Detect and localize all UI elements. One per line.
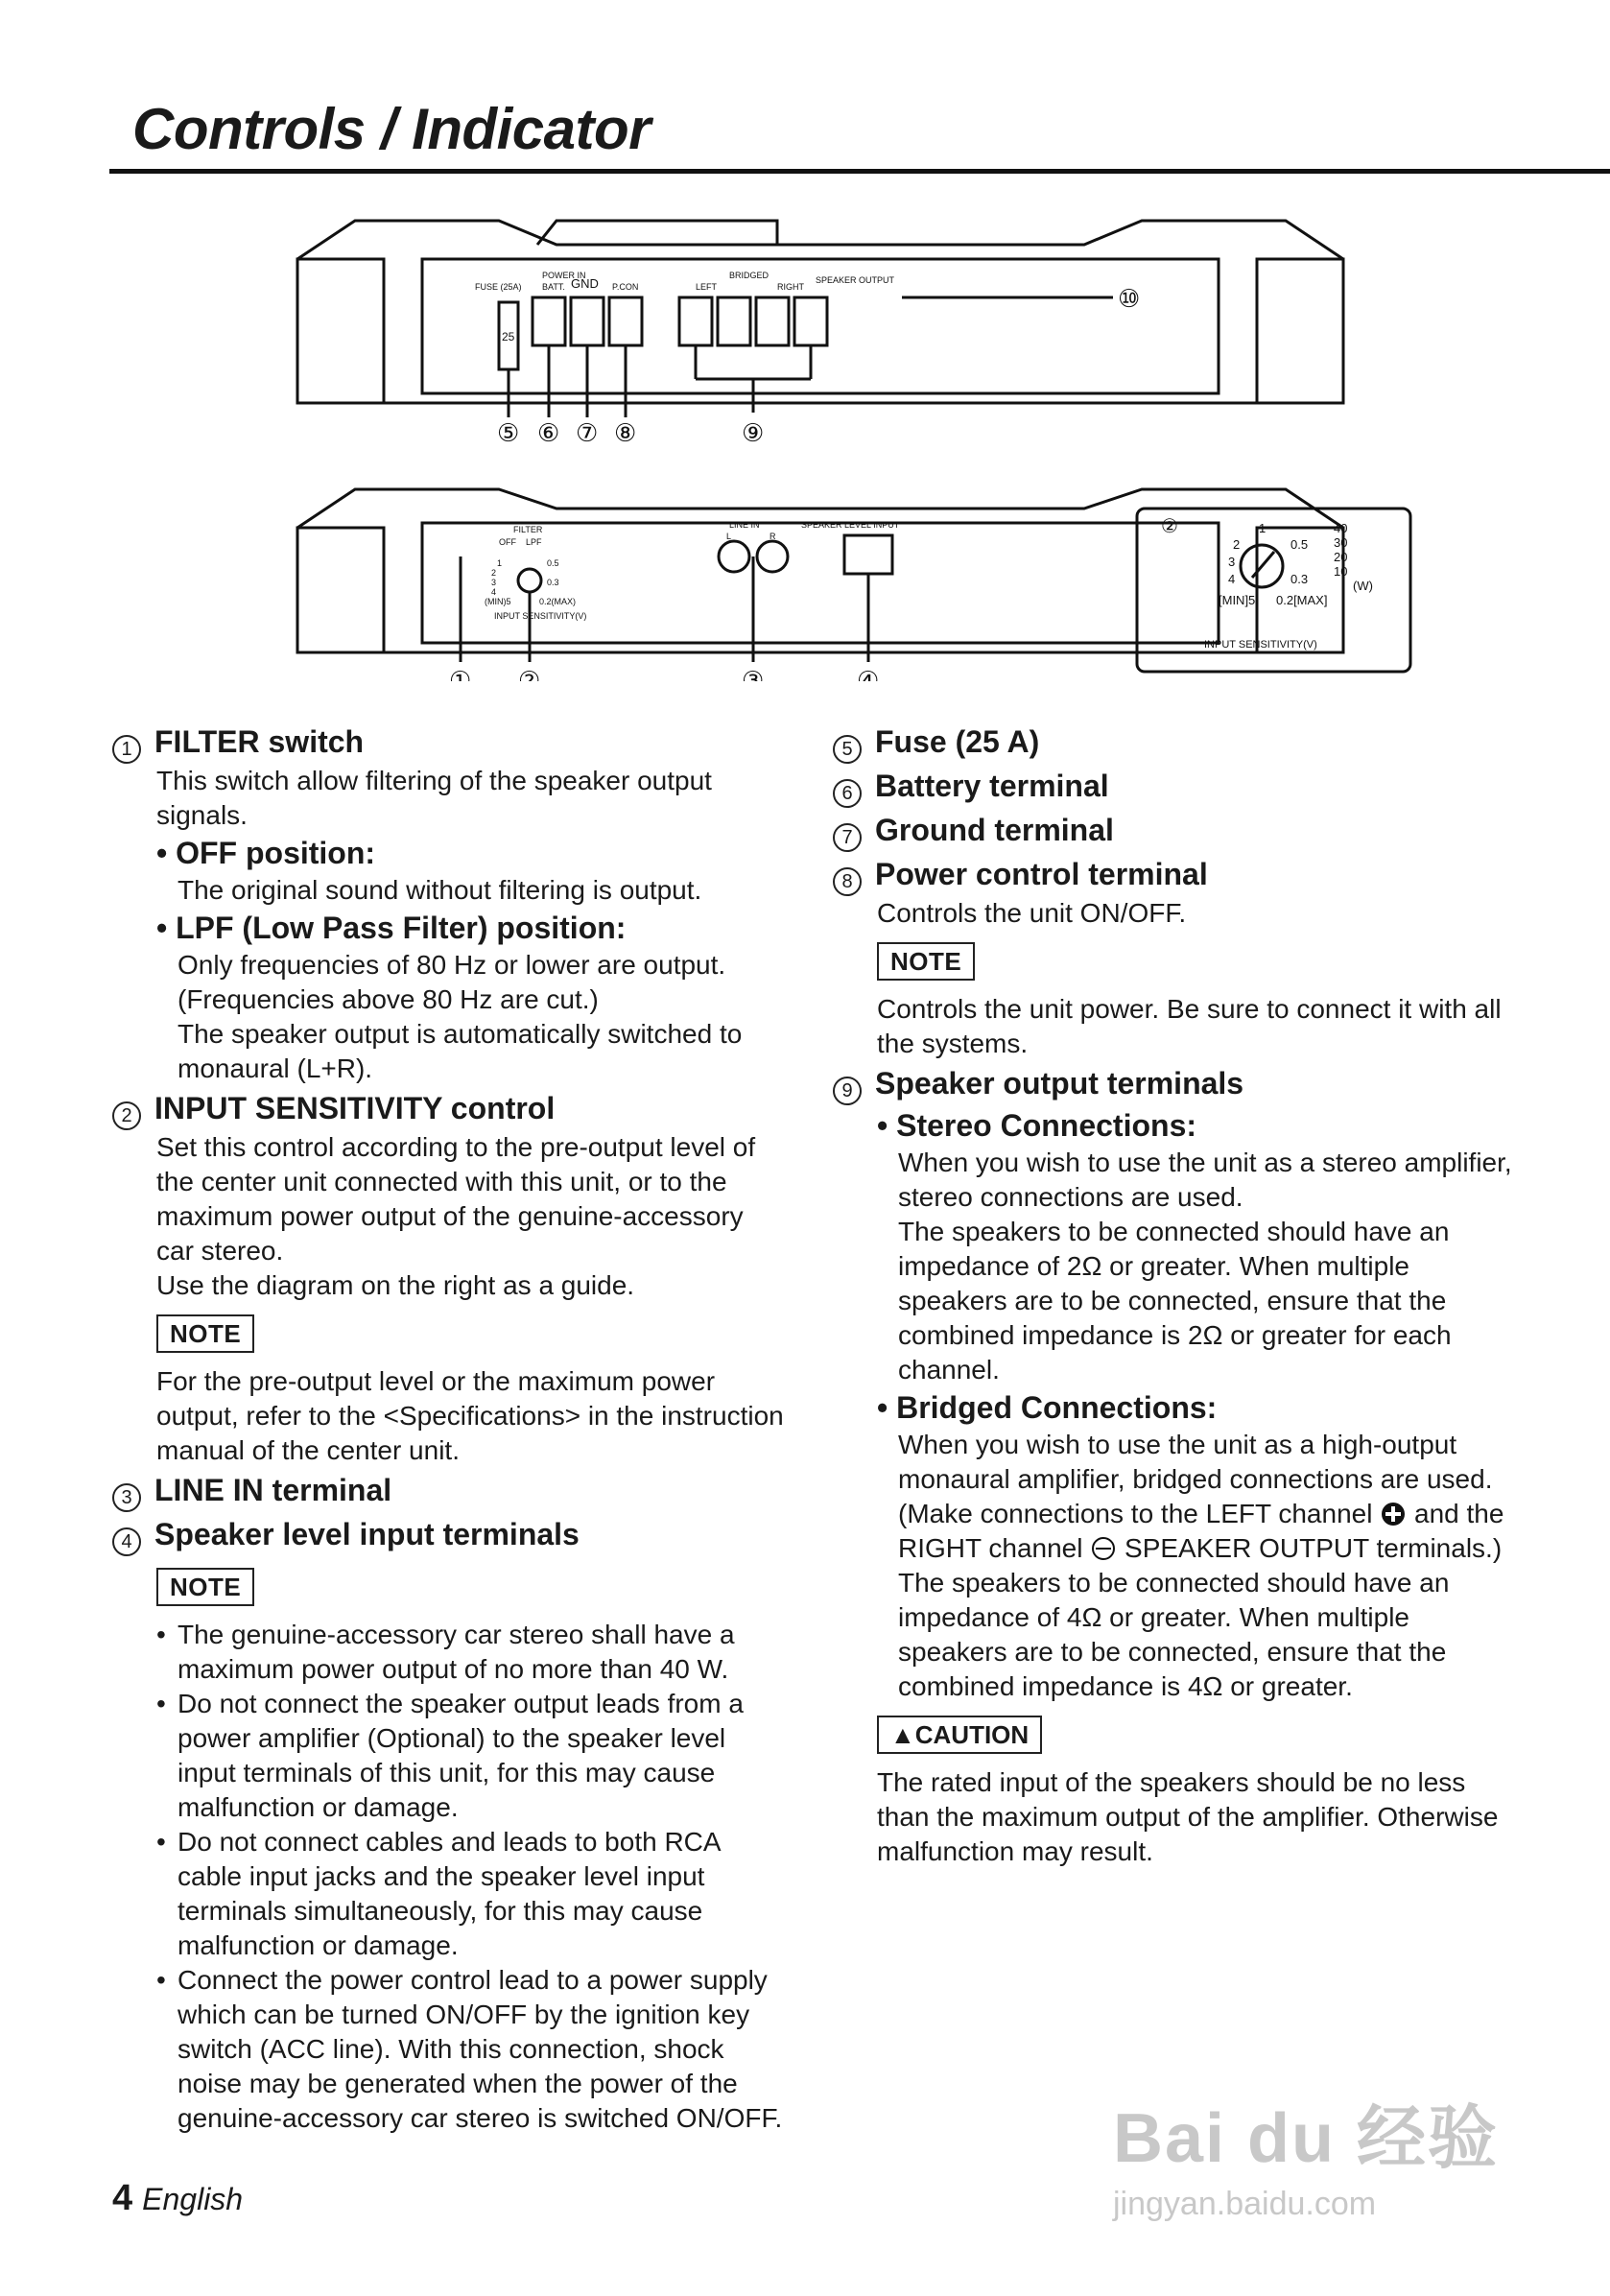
dial-mark-1: 1 (497, 558, 503, 568)
stereo-connections-title: • Stereo Connections: (877, 1108, 1197, 1143)
speaker-level-input-label: SPEAKER LEVEL INPUT (801, 520, 900, 530)
item-number: 2 (112, 1101, 141, 1130)
inset-mark-max: 0.2[MAX] (1276, 593, 1328, 607)
minus-circle-icon (1090, 1535, 1117, 1562)
power-in-label: POWER IN (542, 271, 586, 280)
dial-mark-03: 0.3 (547, 578, 559, 587)
item-line-in (112, 1468, 784, 1512)
lpf-desc-1: Only frequencies of 80 Hz or lower are output. (178, 950, 726, 980)
inset-mark-3: 3 (1228, 555, 1236, 569)
note-item: • Do not connect cables and leads to both RCA cable input jacks and the speaker level input terminals simultaneously, for this may cause malfunction or damage. (156, 1825, 784, 1963)
watermark-url: jingyan.baidu.com (1113, 2186, 1377, 2222)
top-unit-left-block (297, 259, 384, 403)
item-filter-switch (112, 720, 784, 764)
item-number: 4 (112, 1527, 141, 1556)
item-battery-terminal (833, 764, 1524, 808)
spk-terminal-4 (794, 297, 827, 345)
bottom-unit-left-block (297, 528, 384, 652)
bridged-desc-1a: When you wish to use the unit as a high-output monaural amplifier, bridged connections are used. (Make connections to the LEFT channel (898, 1430, 1493, 1528)
item-number: 6 (833, 779, 862, 808)
bridged-desc-1c: SPEAKER OUTPUT terminals.) (1125, 1533, 1503, 1563)
dial-mark-min: (MIN)5 (485, 597, 511, 606)
callout-4: ④ (857, 666, 880, 681)
callout-7: ⑦ (576, 418, 599, 447)
callout-10: ⑩ (1118, 284, 1141, 313)
dial-mark-2: 2 (491, 568, 497, 578)
lpf-desc-3: The speaker output is automatically switched to monaural (L+R). (178, 1019, 743, 1083)
bridged-desc-1 (833, 1428, 1524, 1566)
inset-mark-4: 4 (1228, 572, 1236, 586)
caution-label: ▲CAUTION (877, 1716, 1042, 1754)
item-title: Ground terminal (875, 813, 1114, 847)
off-label: OFF (499, 537, 516, 547)
pcon-terminal (609, 297, 642, 345)
amplifier-diagram (278, 201, 1430, 681)
warning-icon: ▲ (890, 1720, 915, 1749)
dial-mark-3: 3 (491, 578, 497, 587)
power-control-desc: Controls the unit ON/OFF. (877, 898, 1187, 928)
item-number: 7 (833, 823, 862, 852)
inset-callout: ② (1161, 516, 1178, 537)
item-speaker-level-input (112, 1512, 784, 1556)
bridged-connections-title: • Bridged Connections: (877, 1390, 1218, 1425)
input-sensitivity-desc-2: Use the diagram on the right as a guide. (156, 1270, 635, 1300)
item-ground-terminal (833, 808, 1524, 852)
spk-terminal-3 (756, 297, 789, 345)
item-title: FILTER switch (154, 724, 365, 759)
line-in-l-jack (719, 541, 749, 572)
input-sensitivity-desc-1: Set this control according to the pre-output level of the center unit connected with this unit, or to the maximum power output of the genuine-accessory car stereo. (156, 1132, 756, 1266)
inset-label: INPUT SENSITIVITY(V) (1204, 639, 1317, 651)
speaker-output-label: SPEAKER OUTPUT (816, 275, 895, 285)
right-column (833, 720, 1524, 1869)
item-title: INPUT SENSITIVITY control (154, 1091, 556, 1125)
left-column (112, 720, 784, 2136)
spk-terminal-2 (718, 297, 750, 345)
batt-label: BATT. (542, 282, 565, 292)
l-label: L (726, 532, 732, 541)
right-label: RIGHT (777, 282, 804, 292)
watermark-brand: Bai du 经验 (1113, 2100, 1500, 2177)
callout-6: ⑥ (537, 418, 560, 447)
lpf-label: LPF (526, 537, 542, 547)
caution-text: The rated input of the speakers should be no less than the maximum output of the amplifier. Otherwise malfunction may result. (877, 1767, 1499, 1866)
inset-watt-10: 10 (1334, 564, 1348, 579)
inset-mark-05: 0.5 (1290, 537, 1309, 552)
fuse-label: FUSE (25A) (475, 282, 522, 292)
note-label: NOTE (156, 1568, 254, 1606)
item-number: 1 (112, 735, 141, 764)
inset-mark-min: [MIN]5 (1219, 593, 1256, 607)
stereo-desc-2: The speakers to be connected should have an impedance of 2Ω or greater. When multiple speakers are to be connected, ensure that the combined impedance is 2Ω or greater for each channel. (898, 1217, 1452, 1385)
speaker-level-input-connector (844, 535, 892, 574)
top-unit-right-block (1257, 259, 1343, 403)
speaker-level-notes (112, 1618, 784, 2136)
callout-1: ① (449, 666, 472, 681)
gnd-label: GND (571, 276, 599, 291)
item-title: Fuse (25 A) (875, 724, 1040, 759)
power-control-note: Controls the unit power. Be sure to connect it with all the systems. (877, 994, 1502, 1058)
r-label: R (769, 532, 776, 541)
line-in-label: LINE IN (729, 520, 760, 530)
item-number: 3 (112, 1483, 141, 1512)
bridged-desc-1b: and the RIGHT channel (898, 1499, 1504, 1563)
dial-mark-05: 0.5 (547, 558, 559, 568)
inset-mark-03: 0.3 (1290, 572, 1309, 586)
dial-mark-4: 4 (491, 587, 497, 597)
item-title: Speaker level input terminals (154, 1517, 580, 1551)
page-number: 4 (112, 2178, 133, 2218)
callout-2: ② (518, 666, 541, 681)
filter-desc: This switch allow filtering of the speaker output signals. (156, 766, 712, 830)
item-number: 5 (833, 735, 862, 764)
note-label: NOTE (156, 1314, 254, 1353)
top-unit-body (297, 221, 1343, 403)
page-footer (112, 2178, 243, 2219)
item-title: Power control terminal (875, 857, 1208, 891)
note-item: • Do not connect the speaker output leads from a power amplifier (Optional) to the speaker level input terminals of this unit, for this may cause malfunction or damage. (156, 1687, 784, 1825)
top-unit-handle (537, 221, 777, 245)
callout-3: ③ (742, 666, 765, 681)
input-sensitivity-knob (518, 569, 541, 592)
page-language: English (142, 2182, 244, 2216)
item-title: LINE IN terminal (154, 1473, 392, 1507)
inset-mark-1: 1 (1259, 521, 1267, 535)
callout-8: ⑧ (614, 418, 637, 447)
callout-5: ⑤ (497, 418, 520, 447)
inset-watt-30: 30 (1334, 535, 1348, 550)
fuse-value: 25 (502, 330, 515, 343)
input-sensitivity-note: For the pre-output level or the maximum power output, refer to the <Specifications> in the instruction manual of the center unit. (156, 1366, 784, 1465)
baidu-watermark (1113, 2082, 1516, 2264)
title-rule (109, 169, 1610, 174)
spk-terminal-1 (679, 297, 712, 345)
line-in-r-jack (757, 541, 788, 572)
note-item: • Connect the power control lead to a power supply which can be turned ON/OFF by the ignition key switch (ACC line). With this connection, shock noise may be generated when the power of the genuine-accessory car stereo is switched ON/OFF. (156, 1963, 784, 2136)
amplifier-diagram-svg (278, 201, 1430, 681)
item-speaker-output-terminals (833, 1061, 1524, 1105)
bottom-unit-body (297, 489, 1343, 652)
inset-watt-unit: (W) (1353, 579, 1373, 593)
page-title: Controls / Indicator (132, 97, 651, 161)
item-number: 8 (833, 867, 862, 896)
item-title: Battery terminal (875, 769, 1109, 803)
item-fuse (833, 720, 1524, 764)
item-title: Speaker output terminals (875, 1066, 1244, 1101)
batt-terminal (533, 297, 565, 345)
note-label: NOTE (877, 942, 975, 981)
inset-watt-40: 40 (1334, 521, 1348, 535)
note-item: • The genuine-accessory car stereo shall have a maximum power output of no more than 40 W. (156, 1618, 784, 1687)
off-position-desc: The original sound without filtering is output. (178, 875, 702, 905)
left-label: LEFT (696, 282, 718, 292)
stereo-desc-1: When you wish to use the unit as a stereo amplifier, stereo connections are used. (898, 1148, 1512, 1212)
off-position-title: • OFF position: (156, 836, 376, 870)
lpf-position-title: • LPF (Low Pass Filter) position: (156, 911, 627, 945)
inset-watt-20: 20 (1334, 550, 1348, 564)
bridged-label: BRIDGED (729, 271, 769, 280)
bridged-desc-2: The speakers to be connected should have an impedance of 4Ω or greater. When multiple speakers are to be connected, ensure that the combined impedance is 4Ω or greater. (898, 1568, 1450, 1701)
item-number: 9 (833, 1077, 862, 1105)
dial-mark-max: 0.2(MAX) (539, 597, 577, 606)
pcon-label: P.CON (612, 282, 639, 292)
item-input-sensitivity (112, 1086, 784, 1130)
item-power-control-terminal (833, 852, 1524, 896)
inset-mark-2: 2 (1233, 537, 1241, 552)
gnd-terminal (571, 297, 604, 345)
filter-label: FILTER (513, 525, 543, 534)
callout-9: ⑨ (742, 418, 765, 447)
plus-circle-icon (1380, 1501, 1407, 1527)
input-sensitivity-label: INPUT SENSITIVITY(V) (494, 611, 587, 621)
lpf-desc-2: (Frequencies above 80 Hz are cut.) (178, 984, 599, 1014)
